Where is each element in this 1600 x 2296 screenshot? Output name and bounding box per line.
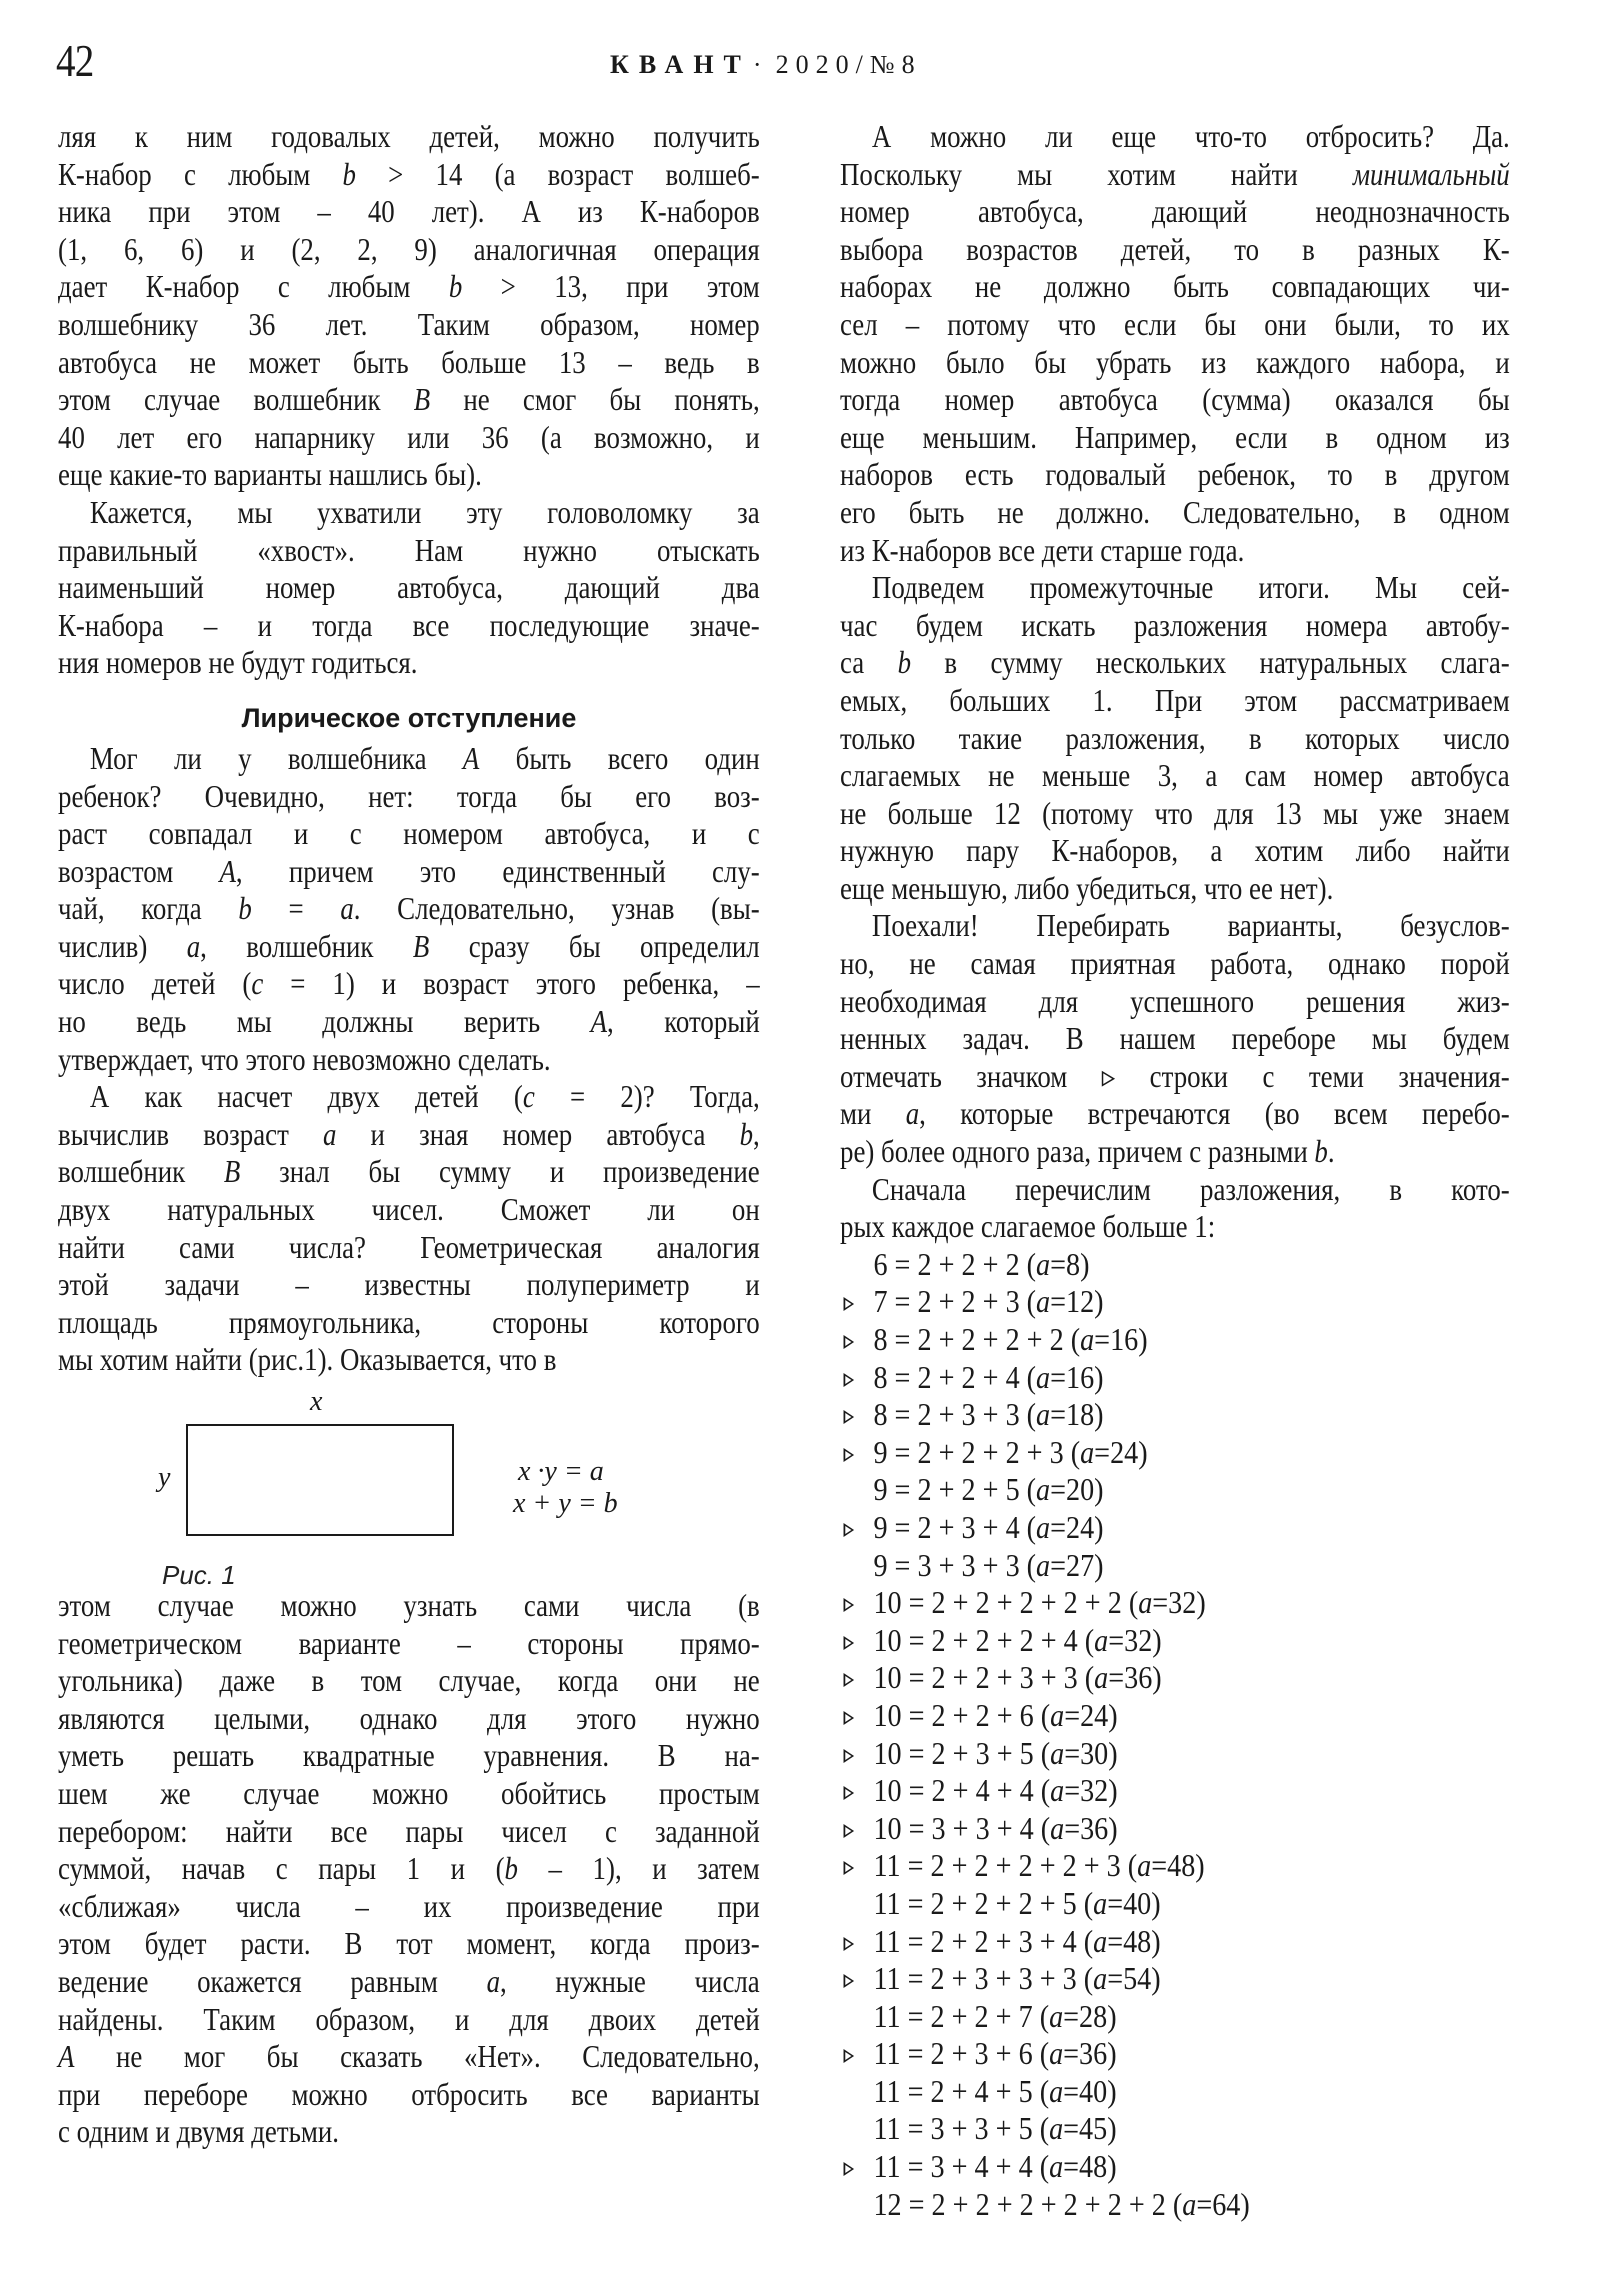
- decomposition-sum: 11 = 2 + 2 + 2 + 5 (: [873, 1884, 1094, 1921]
- decomposition-sum: 8 = 2 + 2 + 2 + 2 (: [873, 1321, 1081, 1357]
- text-line: площадь прямоугольника, стороны которого: [58, 1303, 760, 1340]
- product-value: =48): [1151, 1847, 1205, 1884]
- text-line: Мог ли у волшебника A быть всего один: [89, 739, 760, 776]
- text-line: перебором: найти все пары чисел с заданной: [58, 1812, 760, 1849]
- decomposition-sum: 11 = 2 + 2 + 3 + 4 (: [873, 1922, 1094, 1959]
- right-column: [840, 118, 1510, 2223]
- product-variable: a: [1093, 1884, 1108, 1921]
- paragraph-7: [840, 569, 1510, 907]
- triangle-marker-icon: [844, 1373, 855, 1387]
- product-variable: a: [1049, 1997, 1064, 2034]
- decomposition-row: [840, 1847, 1430, 1885]
- product-value: =36): [1063, 2035, 1117, 2072]
- text-line: при переборе можно отбросить все варианты: [58, 2075, 760, 2112]
- left-column: [58, 118, 760, 2151]
- text-line: Подведем промежуточные итоги. Мы сей-: [871, 569, 1510, 606]
- text-line: час будем искать разложения номера автобу-: [840, 606, 1510, 643]
- text-line: утверждает, что этого невозможно сделать.: [58, 1040, 551, 1077]
- decomposition-row: [840, 2148, 1430, 2186]
- figure-equation-sum: x + y = b: [513, 1488, 618, 1519]
- product-value: =18): [1050, 1396, 1104, 1433]
- decomposition-sum: 10 = 2 + 3 + 5 (: [873, 1734, 1051, 1771]
- product-variable: a: [1049, 2148, 1064, 2185]
- triangle-marker-icon: [844, 1410, 855, 1424]
- product-variable: a: [1050, 1772, 1065, 1809]
- text-line: правильный «хвост». Нам нужно отыскать: [58, 531, 760, 568]
- product-value: =16): [1050, 1358, 1104, 1395]
- decomposition-sum: 11 = 2 + 4 + 5 (: [873, 2072, 1050, 2109]
- text-line: являются целыми, однако для этого нужно: [58, 1699, 760, 1736]
- text-line: слагаемых не меньше 3, а сам номер автобуса: [840, 757, 1510, 794]
- triangle-marker-icon: [844, 1786, 855, 1800]
- text-line: (1, 6, 6) и (2, 2, 9) аналогичная операция: [58, 230, 760, 267]
- product-value: =24): [1050, 1508, 1104, 1545]
- triangle-marker-icon: [844, 1824, 855, 1838]
- product-value: =36): [1064, 1809, 1118, 1846]
- decomposition-row: [840, 1434, 1430, 1472]
- text-line: ния номеров не будут годиться.: [58, 644, 418, 681]
- decomposition-row: [840, 1471, 1430, 1509]
- running-head-separator: ·: [752, 50, 762, 79]
- decomposition-sum: 8 = 2 + 3 + 3 (: [873, 1396, 1037, 1433]
- product-variable: a: [1036, 1471, 1051, 1508]
- product-value: =8): [1050, 1245, 1090, 1282]
- decomposition-sum: 6 = 2 + 2 + 2 (: [873, 1245, 1037, 1282]
- product-variable: a: [1093, 1922, 1108, 1959]
- decomposition-row: [840, 1998, 1430, 2036]
- text-line: ведение окажется равным a, нужные числа: [58, 1962, 760, 1999]
- text-line: «сближая» числа – их произведение при: [58, 1887, 760, 1924]
- product-value: =24): [1064, 1696, 1118, 1733]
- product-variable: a: [1050, 1809, 1065, 1846]
- decomposition-row: [840, 1659, 1430, 1697]
- triangle-marker-icon: [844, 1297, 855, 1311]
- decomposition-row: [840, 1885, 1430, 1923]
- issue-number: 2020/№8: [775, 50, 922, 79]
- product-variable: a: [1049, 2110, 1064, 2147]
- decomposition-sum: 10 = 2 + 2 + 3 + 3 (: [873, 1659, 1095, 1696]
- text-line: Сначала перечислим разложения, в кото-: [871, 1170, 1510, 1207]
- text-line: этом случае можно узнать сами числа (в: [58, 1587, 760, 1623]
- text-line: отмечать значком ▹ строки с теми значения-: [840, 1057, 1510, 1094]
- product-value: =40): [1107, 1884, 1161, 1921]
- text-line: рых каждое слагаемое больше 1:: [840, 1208, 1216, 1245]
- text-line: его быть не должно. Следовательно, в одном: [840, 493, 1510, 530]
- decomposition-sum: 10 = 2 + 2 + 2 + 2 + 2 (: [873, 1584, 1139, 1621]
- figure-equation-product: x ·y = a: [518, 1456, 604, 1487]
- text-line: число детей (c = 1) и возраст этого ребенка, –: [58, 965, 760, 1002]
- page-number: 42: [56, 35, 94, 86]
- product-variable: a: [1094, 1621, 1109, 1658]
- decomposition-sum: 11 = 2 + 2 + 7 (: [873, 1997, 1050, 2034]
- decomposition-sum: 9 = 3 + 3 + 3 (: [873, 1546, 1037, 1583]
- triangle-marker-icon: [844, 1974, 855, 1988]
- product-value: =24): [1094, 1433, 1148, 1470]
- product-value: =32): [1064, 1772, 1118, 1809]
- figure-caption: Рис. 1: [162, 1560, 236, 1590]
- text-line: двух натуральных чисел. Сможет ли он: [58, 1191, 760, 1228]
- text-line: вычислив возраст a и зная номер автобуса b,: [58, 1115, 760, 1152]
- paragraph-6: [840, 118, 1510, 569]
- product-variable: a: [1036, 1508, 1051, 1545]
- text-line: этом случае волшебник B не смог бы понять,: [58, 381, 760, 418]
- text-line: сел – потому что если бы они были, то их: [840, 305, 1510, 342]
- text-line: A не мог бы сказать «Нет». Следовательно,: [58, 2038, 760, 2075]
- text-line: наборах не должно быть совпадающих чи-: [840, 268, 1510, 305]
- product-variable: a: [1137, 1847, 1152, 1884]
- decomposition-row: [840, 1735, 1430, 1773]
- product-value: =30): [1064, 1734, 1118, 1771]
- product-variable: a: [1182, 2185, 1197, 2222]
- decomposition-sum: 10 = 2 + 2 + 2 + 4 (: [873, 1621, 1095, 1658]
- text-line: А как насчет двух детей (c = 2)? Тогда,: [89, 1078, 760, 1115]
- product-value: =64): [1196, 2185, 1250, 2222]
- product-value: =27): [1050, 1546, 1104, 1583]
- text-line: этом будет расти. В тот момент, когда произ-: [58, 1925, 760, 1962]
- product-value: =45): [1063, 2110, 1117, 2147]
- paragraph-2: [58, 494, 760, 682]
- text-line: но ведь мы должны верить A, который: [58, 1003, 760, 1040]
- product-variable: a: [1094, 1659, 1109, 1696]
- product-value: =48): [1063, 2148, 1117, 2185]
- triangle-marker-icon: [844, 1937, 855, 1951]
- triangle-marker-icon: [844, 1523, 855, 1537]
- text-line: А можно ли еще что-то отбросить? Да.: [871, 118, 1510, 154]
- figure-label-x: x: [310, 1386, 323, 1417]
- decomposition-row: [840, 2035, 1430, 2073]
- decomposition-row: [840, 1810, 1430, 1848]
- product-variable: a: [1138, 1584, 1153, 1621]
- triangle-marker-icon: [844, 1636, 855, 1650]
- text-line: но, не самая приятная работа, однако порой: [840, 945, 1510, 982]
- text-line: числив) a, волшебник B сразу бы определил: [58, 927, 760, 964]
- decomposition-list: [840, 1246, 1510, 2223]
- decomposition-sum: 8 = 2 + 2 + 4 (: [873, 1358, 1037, 1395]
- journal-title: КВАНТ: [610, 50, 751, 79]
- text-line: ненных задач. В нашем переборе мы будем: [840, 1020, 1510, 1057]
- text-line: чай, когда b = a. Следовательно, узнав (вы-: [58, 890, 760, 927]
- product-variable: a: [1080, 1433, 1095, 1470]
- decomposition-row: [840, 1584, 1430, 1622]
- product-variable: a: [1036, 1396, 1051, 1433]
- text-line: выбора возрастов детей, то в разных К-: [840, 230, 1510, 267]
- text-line: найти сами числа? Геометрическая аналогия: [58, 1228, 760, 1265]
- decomposition-row: [840, 1697, 1430, 1735]
- text-line: К-набора – и тогда все последующие значе-: [58, 606, 760, 643]
- text-line: этой задачи – известны полупериметр и: [58, 1266, 760, 1303]
- product-value: =32): [1108, 1621, 1162, 1658]
- product-variable: a: [1050, 1734, 1065, 1771]
- product-value: =28): [1063, 1997, 1117, 2034]
- text-line: ребенок? Очевидно, нет: тогда бы его воз-: [58, 777, 760, 814]
- decomposition-sum: 11 = 3 + 4 + 4 (: [873, 2148, 1050, 2185]
- text-line: раст совпадал и с номером автобуса, и с: [58, 815, 760, 852]
- text-line: Поскольку мы хотим найти минимальный: [840, 155, 1510, 192]
- decomposition-sum: 11 = 2 + 3 + 3 + 3 (: [873, 1960, 1094, 1997]
- decomposition-row: [840, 2110, 1430, 2148]
- decomposition-row: [840, 1246, 1430, 1284]
- text-line: из К-наборов все дети старше года.: [840, 531, 1245, 568]
- decomposition-row: [840, 1509, 1430, 1547]
- text-line: наборов есть годовалый ребенок, то в другом: [840, 456, 1510, 493]
- text-line: ляя к ним годовалых детей, можно получить: [58, 118, 760, 154]
- triangle-marker-icon: [844, 1448, 855, 1462]
- text-line: тогда номер автобуса (сумма) оказался бы: [840, 381, 1510, 418]
- decomposition-row: [840, 2073, 1430, 2111]
- text-line: Поехали! Перебирать варианты, безуслов-: [871, 907, 1510, 944]
- text-line: ми a, которые встречаются (во всем перебо-: [840, 1095, 1510, 1132]
- triangle-marker-icon: [844, 1335, 855, 1349]
- paragraph-9: [840, 1171, 1510, 1246]
- decomposition-sum: 9 = 2 + 2 + 2 + 3 (: [873, 1433, 1081, 1470]
- triangle-marker-icon: [844, 1861, 855, 1875]
- text-line: дает К-набор с любым b > 13, при этом: [58, 268, 760, 305]
- text-line: наименьший номер автобуса, дающий два: [58, 569, 760, 606]
- text-line: возрастом A, причем это единственный слу-: [58, 852, 760, 889]
- product-value: =40): [1063, 2072, 1117, 2109]
- decomposition-sum: 10 = 3 + 3 + 4 (: [873, 1809, 1051, 1846]
- paragraph-3: [58, 740, 760, 1078]
- rectangle-shape: [186, 1424, 454, 1536]
- text-line: не больше 12 (потому что для 13 мы уже знаем: [840, 794, 1510, 831]
- product-variable: a: [1036, 1358, 1051, 1395]
- text-line: мы хотим найти (рис.1). Оказывается, что в: [58, 1341, 557, 1378]
- decomposition-row: [840, 1396, 1430, 1434]
- text-line: Кажется, мы ухватили эту головоломку за: [89, 493, 760, 530]
- decomposition-sum: 12 = 2 + 2 + 2 + 2 + 2 + 2 (: [873, 2185, 1183, 2222]
- text-line: угольника) даже в том случае, когда они не: [58, 1662, 760, 1699]
- text-line: суммой, начав с пары 1 и (b – 1), и затем: [58, 1850, 760, 1887]
- text-line: геометрическом варианте – стороны прямо-: [58, 1624, 760, 1661]
- text-line: волшебник B знал бы сумму и произведение: [58, 1153, 760, 1190]
- decomposition-sum: 9 = 2 + 3 + 4 (: [873, 1508, 1037, 1545]
- decomposition-row: [840, 1622, 1430, 1660]
- product-value: =54): [1107, 1960, 1161, 1997]
- decomposition-sum: 11 = 2 + 3 + 6 (: [873, 2035, 1050, 2072]
- decomposition-row: [840, 1359, 1430, 1397]
- text-line: емых, больших 1. При этом рассматриваем: [840, 681, 1510, 718]
- text-line: еще меньшую, либо убедиться, что ее нет).: [840, 869, 1334, 906]
- product-variable: a: [1049, 2035, 1064, 2072]
- triangle-marker-icon: [844, 1673, 855, 1687]
- decomposition-row: [840, 1283, 1430, 1321]
- text-line: с одним и двумя детьми.: [58, 2113, 339, 2150]
- text-line: еще какие-то варианты нашлись бы).: [58, 456, 482, 493]
- product-variable: a: [1036, 1283, 1051, 1320]
- text-line: найдены. Таким образом, и для двоих детей: [58, 2000, 760, 2037]
- decomposition-row: [840, 1960, 1430, 1998]
- text-line: можно было бы убрать из каждого набора, и: [840, 343, 1510, 380]
- text-line: еще меньшим. Например, если в одном из: [840, 418, 1510, 455]
- paragraph-1: [58, 118, 760, 494]
- product-value: =48): [1107, 1922, 1161, 1959]
- triangle-marker-icon: [844, 1749, 855, 1763]
- triangle-marker-icon: [844, 2162, 855, 2176]
- product-value: =20): [1050, 1471, 1104, 1508]
- product-variable: a: [1049, 2072, 1064, 2109]
- text-line: только такие разложения, в которых число: [840, 719, 1510, 756]
- section-subheading: Лирическое отступление: [241, 702, 577, 733]
- product-value: =12): [1050, 1283, 1104, 1320]
- paragraph-8: [840, 907, 1510, 1170]
- text-line: К-набор с любым b > 14 (а возраст волшеб-: [58, 155, 760, 192]
- text-line: 40 лет его напарнику или 36 (а возможно, и: [58, 418, 760, 455]
- decomposition-row: [840, 1772, 1430, 1810]
- product-variable: a: [1080, 1321, 1095, 1357]
- decomposition-row: [840, 1547, 1430, 1585]
- decomposition-sum: 9 = 2 + 2 + 5 (: [873, 1471, 1037, 1508]
- decomposition-row: [840, 2186, 1430, 2224]
- text-line: са b в сумму нескольких натуральных слага-: [840, 644, 1510, 681]
- decomposition-row: [840, 1321, 1430, 1359]
- product-variable: a: [1050, 1696, 1065, 1733]
- text-line: уметь решать квадратные уравнения. В на-: [58, 1737, 760, 1774]
- product-value: =36): [1108, 1659, 1162, 1696]
- paragraph-5: [58, 1587, 760, 2151]
- decomposition-sum: 11 = 3 + 3 + 5 (: [873, 2110, 1050, 2147]
- product-variable: a: [1036, 1245, 1051, 1282]
- decomposition-sum: 10 = 2 + 2 + 6 (: [873, 1696, 1051, 1733]
- text-line: шем же случае можно обойтись простым: [58, 1774, 760, 1811]
- product-variable: a: [1036, 1546, 1051, 1583]
- paragraph-4: [58, 1078, 760, 1379]
- text-line: автобуса не может быть больше 13 – ведь в: [58, 343, 760, 380]
- product-value: =32): [1152, 1584, 1206, 1621]
- decomposition-sum: 11 = 2 + 2 + 2 + 2 + 3 (: [873, 1847, 1138, 1884]
- text-line: волшебнику 36 лет. Таким образом, номер: [58, 305, 760, 342]
- text-line: ре) более одного раза, причем с разными b.: [840, 1133, 1335, 1170]
- text-line: ника при этом – 40 лет). А из К-наборов: [58, 193, 760, 230]
- running-head: [610, 52, 922, 78]
- decomposition-sum: 7 = 2 + 2 + 3 (: [873, 1283, 1037, 1320]
- triangle-marker-icon: [844, 1598, 855, 1612]
- figure-1: [58, 1379, 760, 1590]
- decomposition-sum: 10 = 2 + 4 + 4 (: [873, 1772, 1051, 1809]
- text-line: нужную пару К-наборов, а хотим либо найти: [840, 832, 1510, 869]
- decomposition-row: [840, 1923, 1430, 1961]
- product-variable: a: [1093, 1960, 1108, 1997]
- text-line: необходимая для успешного решения жиз-: [840, 982, 1510, 1019]
- triangle-marker-icon: [844, 1711, 855, 1725]
- text-line: номер автобуса, дающий неоднозначность: [840, 193, 1510, 230]
- product-value: =16): [1094, 1321, 1148, 1357]
- figure-label-y: y: [158, 1462, 171, 1493]
- triangle-marker-icon: [844, 2049, 855, 2063]
